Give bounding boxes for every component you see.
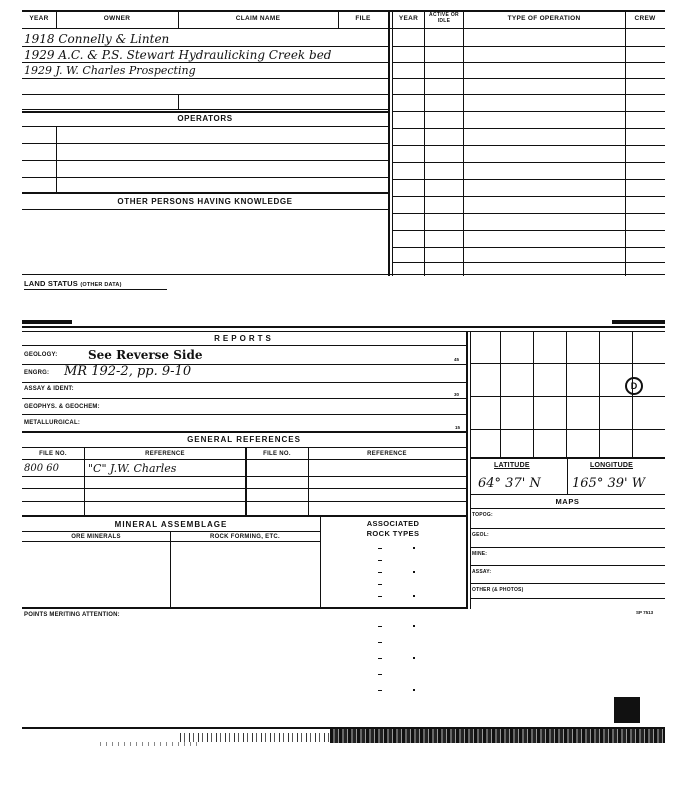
ops-row-line xyxy=(392,162,665,163)
dash-mark xyxy=(378,690,382,691)
divider xyxy=(245,447,247,516)
dash-mark xyxy=(378,572,382,573)
dash-mark xyxy=(378,596,382,597)
dash-mark xyxy=(378,584,382,585)
header-claim-name: CLAIM NAME xyxy=(235,15,281,22)
maps-assay-label: ASSAY: xyxy=(472,569,492,575)
ref-header-file-no: FILE NO. xyxy=(39,451,67,457)
row-line xyxy=(22,62,388,63)
row-line xyxy=(470,508,665,509)
grid-marker-circle: D xyxy=(625,377,643,395)
row-line xyxy=(470,547,665,548)
geophys-label: GEOPHYS. & GEOCHEM: xyxy=(24,404,100,410)
longitude-label: LONGITUDE xyxy=(590,462,634,469)
land-status-text: LAND STATUS xyxy=(24,279,79,288)
assay-ident-label: ASSAY & IDENT: xyxy=(24,386,74,392)
row-line xyxy=(22,431,466,433)
dash-mark xyxy=(378,658,382,659)
row-line xyxy=(22,414,466,415)
ops-row-line xyxy=(392,247,665,248)
dash-mark xyxy=(378,642,382,643)
row-line xyxy=(22,109,388,110)
grid-line xyxy=(533,331,534,457)
row-line xyxy=(22,177,388,178)
section-line xyxy=(22,111,388,113)
grid-line xyxy=(566,331,567,457)
reports-top-border xyxy=(22,326,665,328)
ops-row-line xyxy=(392,78,665,79)
row-line xyxy=(22,94,388,95)
reports-title: REPORTS xyxy=(214,334,274,343)
latitude-label: LATITUDE xyxy=(494,462,530,469)
grid-line xyxy=(599,331,600,457)
ops-row-line xyxy=(392,145,665,146)
land-status-underline xyxy=(24,289,167,290)
scan-noise xyxy=(100,742,200,746)
ops-row-line xyxy=(392,230,665,231)
margin-number-30: 30 xyxy=(454,392,460,397)
row-line xyxy=(22,143,388,144)
operators-title: OPERATORS xyxy=(177,114,233,123)
maps-title: MAPS xyxy=(555,497,580,506)
associated-rock-types-line1: ASSOCIATED xyxy=(366,519,420,528)
section-line xyxy=(22,192,388,194)
row-line xyxy=(22,488,466,489)
header-year: YEAR xyxy=(29,15,49,22)
margin-number-15: 15 xyxy=(455,425,461,430)
row-line xyxy=(22,398,466,399)
header-crew: CREW xyxy=(634,15,656,22)
row-line xyxy=(22,382,466,383)
maps-topog-label: TOPOG: xyxy=(472,512,493,518)
form-number: SP 7513 xyxy=(636,610,654,615)
mineral-assemblage-title: MINERAL ASSEMBLAGE xyxy=(114,520,228,529)
row-line xyxy=(22,447,466,448)
header-ops-year: YEAR xyxy=(398,15,419,22)
ops-row-line xyxy=(392,111,665,112)
dot-mark xyxy=(413,595,415,597)
row-line xyxy=(22,501,466,502)
ore-minerals-header: ORE MINERALS xyxy=(71,534,121,540)
dot-mark xyxy=(413,689,415,691)
land-status-label xyxy=(24,279,122,288)
divider xyxy=(308,447,309,516)
other-persons-title: OTHER PERSONS HAVING KNOWLEDGE xyxy=(117,197,293,206)
ref-header-reference: REFERENCE xyxy=(145,451,185,457)
dot-mark xyxy=(413,625,415,627)
ref-file-no-value: 800 60 xyxy=(24,463,59,474)
smudge xyxy=(612,320,665,324)
divider xyxy=(170,531,171,608)
row-line xyxy=(22,607,466,609)
row-line xyxy=(22,126,388,127)
ref-header-file-no-2: FILE NO. xyxy=(263,451,291,457)
header-type-of-operation: TYPE OF OPERATION xyxy=(507,15,581,22)
maps-mine-label: MINE: xyxy=(472,551,488,557)
rock-forming-header: ROCK FORMING, ETC. xyxy=(209,534,281,540)
owner-row-3: 1929 J. W. Charles Prospecting xyxy=(24,64,196,77)
dot-mark xyxy=(413,547,415,549)
divider xyxy=(178,94,179,109)
center-divider xyxy=(392,10,393,276)
ops-row-line xyxy=(392,196,665,197)
row-line xyxy=(22,515,466,517)
latitude-value: 64° 37' N xyxy=(478,476,541,491)
row-line xyxy=(22,476,466,477)
row-line xyxy=(22,160,388,161)
header-active-or-idle: ACTIVE OR IDLE xyxy=(429,12,459,24)
metallurgical-label: METALLURGICAL: xyxy=(24,420,81,426)
bottom-line xyxy=(22,274,665,275)
ref-reference-value: "C" J.W. Charles xyxy=(88,462,177,475)
maps-other-label: OTHER (& PHOTOS) xyxy=(472,587,524,593)
reports-top-border-2 xyxy=(22,331,665,332)
divider xyxy=(424,10,425,276)
dash-mark xyxy=(378,626,382,627)
dash-mark xyxy=(378,560,382,561)
row-line xyxy=(22,531,320,532)
black-square-artifact xyxy=(614,697,640,723)
points-meriting-attention-label: POINTS MERITING ATTENTION: xyxy=(24,612,120,618)
divider xyxy=(567,459,568,494)
right-panel-divider xyxy=(466,331,468,609)
ops-row-line xyxy=(392,128,665,129)
header-underline xyxy=(22,28,665,29)
row-line xyxy=(22,209,388,210)
scan-noise xyxy=(180,733,330,742)
ops-row-line xyxy=(392,62,665,63)
header-file: FILE xyxy=(355,15,371,22)
divider xyxy=(463,10,464,276)
row-line xyxy=(22,46,388,47)
dot-mark xyxy=(413,657,415,659)
row-line xyxy=(22,459,466,460)
grid-line xyxy=(470,363,665,364)
engrg-label: ENGRG: xyxy=(24,370,50,376)
row-line xyxy=(470,583,665,584)
longitude-value: 165° 39' W xyxy=(572,476,646,491)
geology-value: See Reverse Side xyxy=(88,348,203,362)
divider xyxy=(625,10,626,276)
grid-line xyxy=(470,429,665,430)
row-line xyxy=(22,541,320,542)
general-references-title: GENERAL REFERENCES xyxy=(187,435,301,444)
land-status-sub: (OTHER DATA) xyxy=(80,282,122,288)
owner-row-1: 1918 Connelly & Linten xyxy=(24,32,170,46)
grid-line xyxy=(500,331,501,457)
dot-mark xyxy=(413,571,415,573)
grid-line xyxy=(470,396,665,397)
ops-row-line xyxy=(392,213,665,214)
engrg-value: MR 192-2, pp. 9-10 xyxy=(64,364,192,379)
row-line xyxy=(470,528,665,529)
row-line xyxy=(470,565,665,566)
maps-geol-label: GEOL: xyxy=(472,532,489,538)
divider xyxy=(84,447,85,516)
top-border xyxy=(22,10,665,12)
associated-rock-types-line2: ROCK TYPES xyxy=(366,529,420,538)
ref-header-reference-2: REFERENCE xyxy=(367,451,407,457)
margin-number-45: 45 xyxy=(454,357,460,362)
divider xyxy=(56,126,57,192)
ops-row-line xyxy=(392,262,665,263)
dash-mark xyxy=(378,548,382,549)
dash-mark xyxy=(378,674,382,675)
right-panel-divider xyxy=(470,331,471,609)
geology-label: GEOLOGY: xyxy=(24,352,58,358)
row-line xyxy=(22,78,388,79)
row-line xyxy=(22,345,466,346)
center-divider xyxy=(388,10,390,276)
smudge xyxy=(22,320,72,324)
scan-noise xyxy=(330,729,665,743)
row-line xyxy=(470,598,665,599)
header-owner: OWNER xyxy=(103,15,131,22)
ops-row-line xyxy=(392,179,665,180)
ops-row-line xyxy=(392,46,665,47)
owner-row-2: 1929 A.C. & P.S. Stewart Hydraulicking Creek bed xyxy=(24,48,332,62)
ops-row-line xyxy=(392,94,665,95)
row-line xyxy=(470,494,665,495)
